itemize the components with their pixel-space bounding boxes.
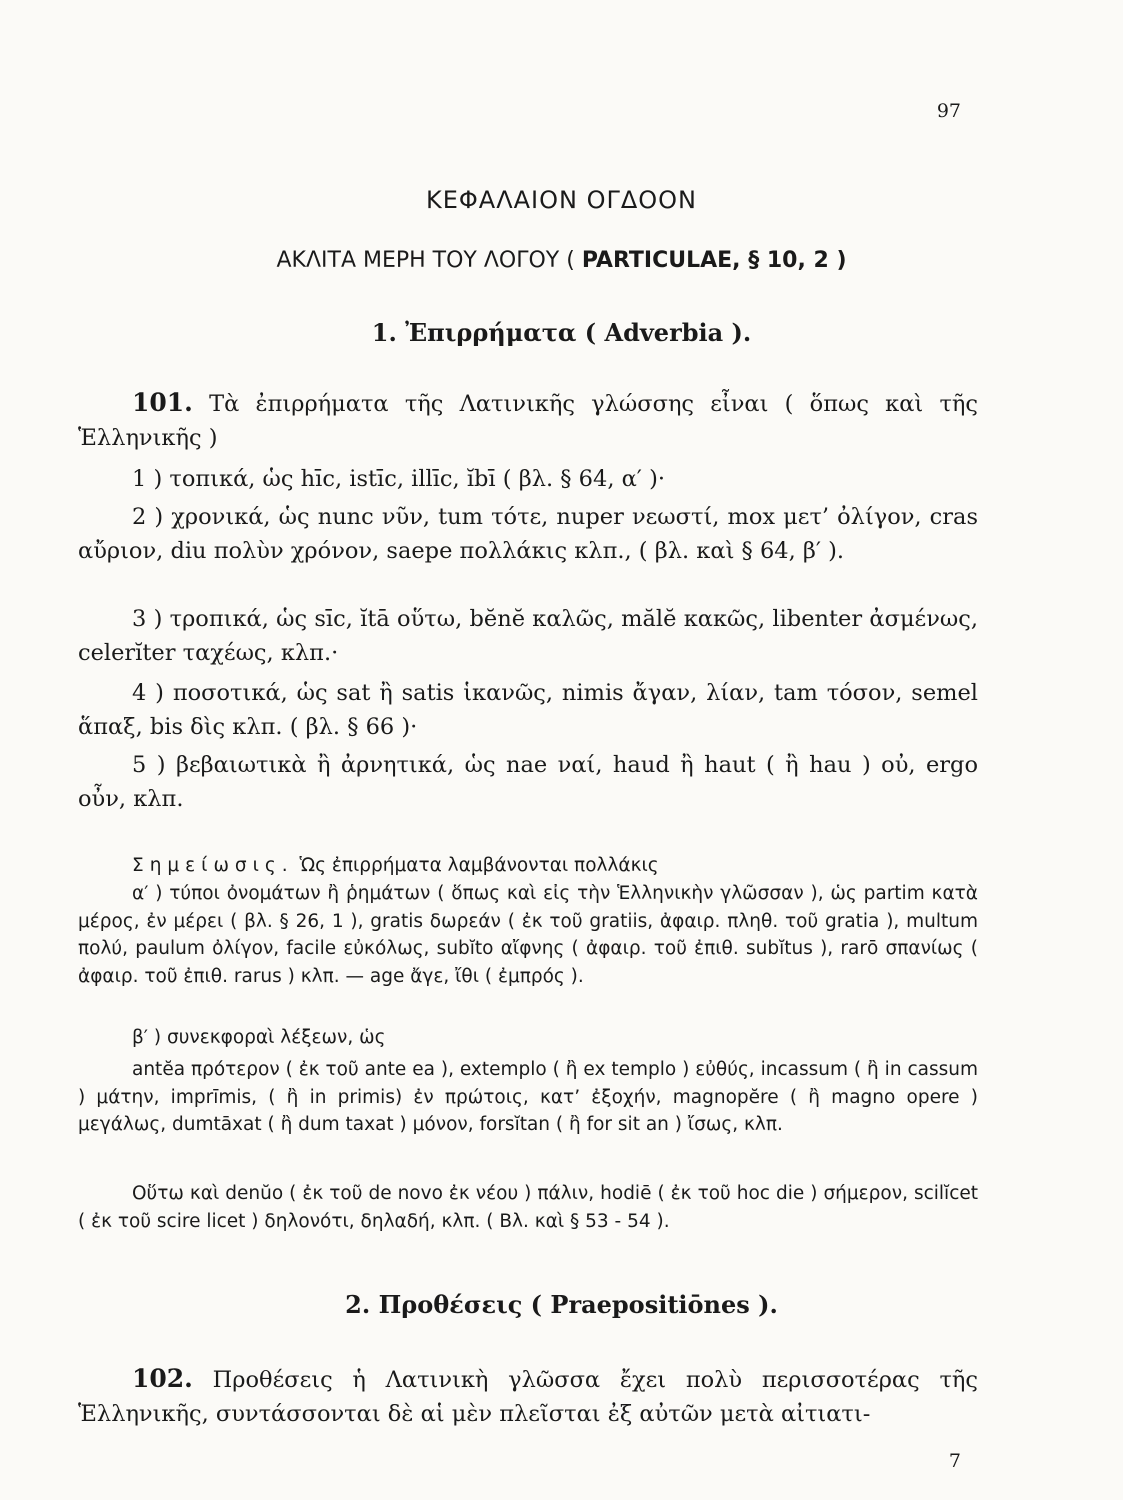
section-heading-adverbia: 1. Ἐπιρρήματα ( Adverbia ).	[371, 318, 752, 347]
page-number: 97	[936, 100, 961, 122]
chapter-subtitle-latin: PARTICULAE, § 10, 2 )	[581, 248, 847, 273]
section-heading-praepositiones: 2. Προθέσεις ( Praepositiōnes ).	[345, 1290, 778, 1319]
chapter-subtitle	[0, 248, 1123, 273]
paragraph-number: 101.	[132, 388, 193, 417]
signature-mark: 7	[948, 1450, 961, 1472]
note-item-b: β′ ) συνεκφοραὶ λέξεων, ὡς	[132, 1027, 386, 1048]
list-item-2: 2 ) χρονικά, ὡς nunc νῦν, tum τότε, nuper νεωστί, mox μετ’ ὀλίγον, cras αὔριον, diu πολὺν χρόνον, saepe πολλάκις κλπ., ( βλ. καὶ § 64, β′ ).	[78, 504, 978, 564]
note-intro-text: Ὡς ἐπιρρήματα λαμβάνονται πολλάκις	[293, 855, 659, 876]
paragraph-102	[78, 1362, 978, 1431]
paragraph-text: Προθέσεις ἡ Λατινικὴ γλῶσσα ἔχει πολὺ περισσοτέρας τῆς Ἑλληνικῆς, συντάσσονται δὲ αἱ μὲν πλεῖσται ἐξ αὐτῶν μετὰ αἰτιατι-	[78, 1367, 978, 1427]
paragraph-number: 102.	[132, 1364, 193, 1393]
list-item-1: 1 ) τοπικά, ὡς hīc, istīc, illīc, ĭbī ( βλ. § 64, α′ )·	[132, 466, 666, 492]
paragraph-101	[78, 386, 978, 455]
note-head: Σημείωσις.	[132, 855, 294, 876]
list-item-5: 5 ) βεβαιωτικὰ ἢ ἀρνητικά, ὡς nae ναί, haud ἢ haut ( ἢ hau ) οὐ, ergo οὖν, κλπ.	[78, 752, 978, 812]
chapter-subtitle-greek: ΑΚΛΙΤΑ ΜΕΡΗ ΤΟΥ ΛΟΓΟΥ (	[276, 248, 582, 273]
note-item-b-text: antĕa πρότερον ( ἐκ τοῦ ante ea ), extemplo ( ἢ ex templo ) εὐθύς, incassum ( ἢ in cassum ) μάτην, imprīmis, ( ἢ in primis) ἐν πρώτοις, κατ’ ἐξοχήν, magnopĕre ( ἢ magno opere ) μεγάλως, dumtāxat ( ἢ dum taxat ) μόνον, forsĭtan ( ἢ for sit an ) ἴσως, κλπ.	[78, 1059, 978, 1135]
list-item-4: 4 ) ποσοτικά, ὡς sat ἢ satis ἱκανῶς, nimis ἄγαν, λίαν, tam τόσον, semel ἅπαξ, bis δὶς κλπ. ( βλ. § 66 )·	[78, 680, 978, 740]
note-item-a: α′ ) τύποι ὀνομάτων ἢ ῥημάτων ( ὅπως καὶ εἰς τὴν Ἑλληνικὴν γλῶσσαν ), ὡς partim κατὰ μέρος, ἐν μέρει ( βλ. § 26, 1 ), gratis δωρεάν ( ἐκ τοῦ gratiis, ἀφαιρ. πληθ. τοῦ gratia ), multum πολύ, paulum ὀλίγον, facile εὐκόλως, subĭto αἴφνης ( ἀφαιρ. τοῦ ἐπιθ. subĭtus ), rarō σπανίως ( ἀφαιρ. τοῦ ἐπιθ. rarus ) κλπ. — age ἄγε, ἴθι ( ἐμπρός ).	[78, 883, 978, 987]
list-item-3: 3 ) τροπικά, ὡς sīc, ĭtā οὕτω, bĕnĕ καλῶς, mălĕ κακῶς, libenter ἀσμένως, celerĭter ταχέως, κλπ.·	[78, 606, 978, 666]
chapter-title: ΚΕΦΑΛΑΙΟΝ ΟΓΔΟΟΝ	[425, 186, 697, 214]
paragraph-text: Τὰ ἐπιρρήματα τῆς Λατινικῆς γλώσσης εἶναι ( ὅπως καὶ τῆς Ἑλληνικῆς )	[78, 391, 978, 451]
note-intro	[78, 852, 978, 880]
note-item-c: Οὕτω καὶ denŭo ( ἐκ τοῦ de novo ἐκ νέου ) πάλιν, hodiē ( ἐκ τοῦ hoc die ) σήμερον, scilĭcet ( ἐκ τοῦ scire licet ) δηλονότι, δηλαδή, κλπ. ( Βλ. καὶ § 53 - 54 ).	[78, 1183, 978, 1232]
